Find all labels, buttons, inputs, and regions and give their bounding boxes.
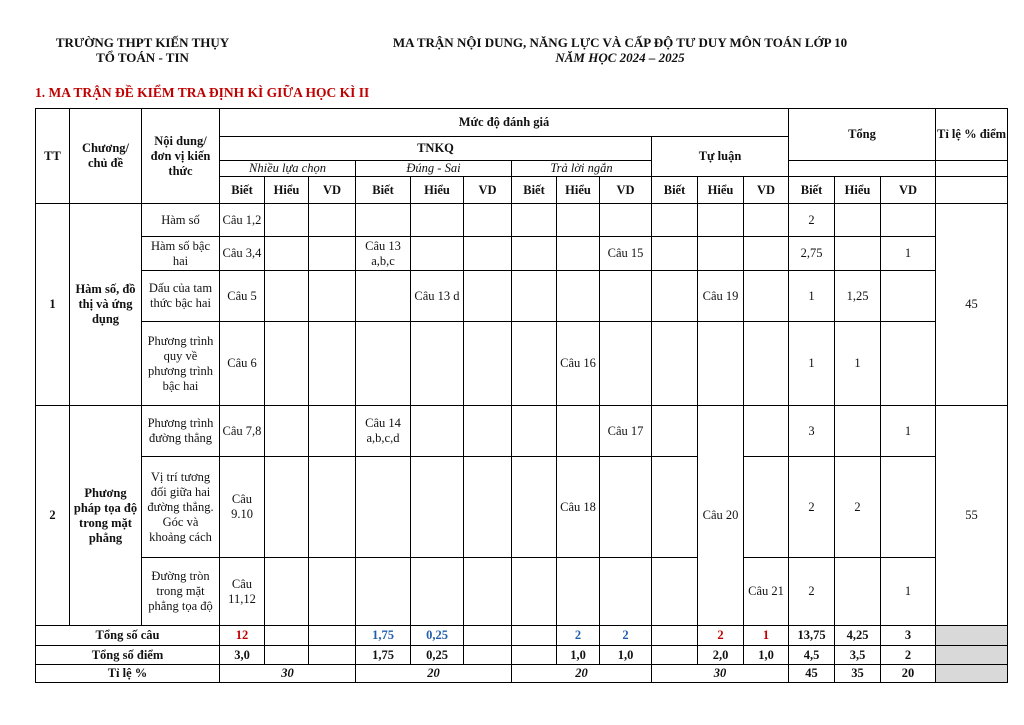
content-cell: Dấu của tam thức bậc hai	[142, 271, 220, 322]
document-header	[330, 35, 910, 65]
total-header: Tổng	[789, 109, 936, 161]
col-content-header: Nội dung/ đơn vị kiến thức	[142, 109, 220, 204]
sum-points-label: Tổng số điểm	[36, 646, 220, 665]
chapter-2-name: Phương pháp tọa độ trong mặt phẳng	[70, 406, 142, 626]
mcq-biet-cell: Câu 7,8	[220, 406, 265, 457]
total-vd-cell: 1	[881, 406, 936, 457]
table-row	[36, 558, 1008, 626]
tl-hieu-merged-cell: Câu 20	[698, 406, 744, 626]
total-spacer	[789, 161, 936, 177]
tl-biet: Biết	[652, 177, 698, 204]
school-header	[20, 35, 265, 65]
sum-p-tot-hieu: 3,5	[835, 646, 881, 665]
sum-p-tot-vd: 2	[881, 646, 936, 665]
mcq-biet-cell: Câu 6	[220, 322, 265, 406]
sum-q-tot-hieu: 4,25	[835, 626, 881, 646]
table-row	[36, 457, 1008, 558]
sa-vd-cell: Câu 17	[600, 406, 652, 457]
gray-cell	[936, 646, 1008, 665]
tf-biet: Biết	[356, 177, 411, 204]
sum-q-tot-vd: 3	[881, 626, 936, 646]
table-row	[36, 237, 1008, 271]
sum-p-sa-hieu: 1,0	[557, 646, 600, 665]
ratio-row	[36, 665, 1008, 683]
tuluan-header: Tự luận	[652, 137, 789, 177]
total-biet-cell: 2	[789, 558, 835, 626]
sum-questions-row	[36, 626, 1008, 646]
tl-vd-cell: Câu 21	[744, 558, 789, 626]
sum-q-sa-vd: 2	[600, 626, 652, 646]
table-row	[36, 406, 1008, 457]
table-row	[36, 271, 1008, 322]
content-cell: Hàm số	[142, 204, 220, 237]
ratio-tot-hieu: 35	[835, 665, 881, 683]
chapter-1-ratio: 45	[936, 204, 1008, 406]
table-row	[36, 322, 1008, 406]
ratio-label: Tỉ lệ %	[36, 665, 220, 683]
document-title: MA TRẬN NỘI DUNG, NĂNG LỰC VÀ CẤP ĐỘ TƯ DUY MÔN TOÁN LỚP 10	[392, 35, 848, 50]
content-cell: Vị trí tương đối giữa hai đường thẳng. Góc và khoảng cách	[142, 457, 220, 558]
tl-hieu-cell: Câu 19	[698, 271, 744, 322]
sum-p-mcq-biet: 3,0	[220, 646, 265, 665]
sum-p-sa-vd: 1,0	[600, 646, 652, 665]
ratio-spacer-2	[936, 177, 1008, 204]
short-answer-header: Trả lời ngắn	[512, 161, 652, 177]
mcq-header: Nhiều lựa chọn	[220, 161, 356, 177]
mcq-hieu: Hiểu	[265, 177, 309, 204]
sum-q-tf-hieu: 0,25	[411, 626, 464, 646]
tf-biet-cell: Câu 14 a,b,c,d	[356, 406, 411, 457]
ratio-tl: 30	[652, 665, 789, 683]
sum-q-tl-vd: 1	[744, 626, 789, 646]
total-hieu-cell: 1,25	[835, 271, 881, 322]
sa-vd-cell: Câu 15	[600, 237, 652, 271]
sa-hieu-cell: Câu 16	[557, 322, 600, 406]
tf-biet-cell: Câu 13 a,b,c	[356, 237, 411, 271]
table-row	[36, 204, 1008, 237]
total-biet-cell: 1	[789, 271, 835, 322]
chapter-1-name: Hàm số, đồ thị và ứng dụng	[70, 204, 142, 406]
total-vd: VD	[881, 177, 936, 204]
content-cell: Phương trình quy về phương trình bậc hai	[142, 322, 220, 406]
sum-points-row	[36, 646, 1008, 665]
total-biet-cell: 3	[789, 406, 835, 457]
mcq-biet-cell: Câu 9.10	[220, 457, 265, 558]
sum-q-tl-hieu: 2	[698, 626, 744, 646]
ratio-mcq: 30	[220, 665, 356, 683]
content-cell: Hàm số bậc hai	[142, 237, 220, 271]
total-biet-cell: 2	[789, 204, 835, 237]
sa-hieu-cell: Câu 18	[557, 457, 600, 558]
chapter-1-tt: 1	[36, 204, 70, 406]
sum-p-tot-biet: 4,5	[789, 646, 835, 665]
ratio-header: Tỉ lệ % điểm	[936, 109, 1008, 161]
ratio-sa: 20	[512, 665, 652, 683]
chapter-2-ratio: 55	[936, 406, 1008, 626]
mcq-biet-cell: Câu 1,2	[220, 204, 265, 237]
content-cell: Phương trình đường thẳng	[142, 406, 220, 457]
tf-hieu: Hiểu	[411, 177, 464, 204]
sum-p-tl-vd: 1,0	[744, 646, 789, 665]
total-biet: Biết	[789, 177, 835, 204]
school-year: NĂM HỌC 2024 – 2025	[555, 50, 685, 65]
section-title: 1. MA TRẬN ĐỀ KIỂM TRA ĐỊNH KÌ GIỮA HỌC KÌ II	[35, 85, 370, 100]
ratio-tf: 20	[356, 665, 512, 683]
mcq-biet-cell: Câu 11,12	[220, 558, 265, 626]
mcq-biet: Biết	[220, 177, 265, 204]
total-biet-cell: 2,75	[789, 237, 835, 271]
sa-biet: Biết	[512, 177, 557, 204]
sum-questions-label: Tổng số câu	[36, 626, 220, 646]
sum-p-tf-hieu: 0,25	[411, 646, 464, 665]
gray-cell	[936, 665, 1008, 683]
sa-hieu: Hiểu	[557, 177, 600, 204]
sum-p-tl-hieu: 2,0	[698, 646, 744, 665]
total-biet-cell: 1	[789, 322, 835, 406]
tf-vd: VD	[464, 177, 512, 204]
sa-vd: VD	[600, 177, 652, 204]
tl-hieu: Hiểu	[698, 177, 744, 204]
total-hieu: Hiểu	[835, 177, 881, 204]
content-cell: Đường tròn trong mặt phẳng tọa độ	[142, 558, 220, 626]
total-hieu-cell: 1	[835, 322, 881, 406]
total-vd-cell: 1	[881, 237, 936, 271]
sum-q-tot-biet: 13,75	[789, 626, 835, 646]
header-row-1	[36, 109, 1008, 137]
ratio-spacer	[936, 161, 1008, 177]
tl-vd: VD	[744, 177, 789, 204]
total-biet-cell: 2	[789, 457, 835, 558]
department-name: TỔ TOÁN - TIN	[96, 50, 189, 65]
sum-p-tf-biet: 1,75	[356, 646, 411, 665]
tnkq-header: TNKQ	[220, 137, 652, 161]
mcq-vd: VD	[309, 177, 356, 204]
total-vd-cell: 1	[881, 558, 936, 626]
sum-q-tf-biet: 1,75	[356, 626, 411, 646]
tf-hieu-cell: Câu 13 d	[411, 271, 464, 322]
total-hieu-cell: 2	[835, 457, 881, 558]
exam-matrix-table	[35, 108, 1008, 683]
chapter-2-tt: 2	[36, 406, 70, 626]
truefalse-header: Đúng - Sai	[356, 161, 512, 177]
ratio-tot-vd: 20	[881, 665, 936, 683]
gray-cell	[936, 626, 1008, 646]
mcq-biet-cell: Câu 5	[220, 271, 265, 322]
sum-q-sa-hieu: 2	[557, 626, 600, 646]
sum-q-mcq-biet: 12	[220, 626, 265, 646]
col-chapter-header: Chương/ chủ đề	[70, 109, 142, 204]
school-name: TRƯỜNG THPT KIẾN THỤY	[55, 35, 230, 50]
assessment-level-header: Mức độ đánh giá	[220, 109, 789, 137]
ratio-tot-biet: 45	[789, 665, 835, 683]
col-tt-header: TT	[36, 109, 70, 204]
mcq-biet-cell: Câu 3,4	[220, 237, 265, 271]
